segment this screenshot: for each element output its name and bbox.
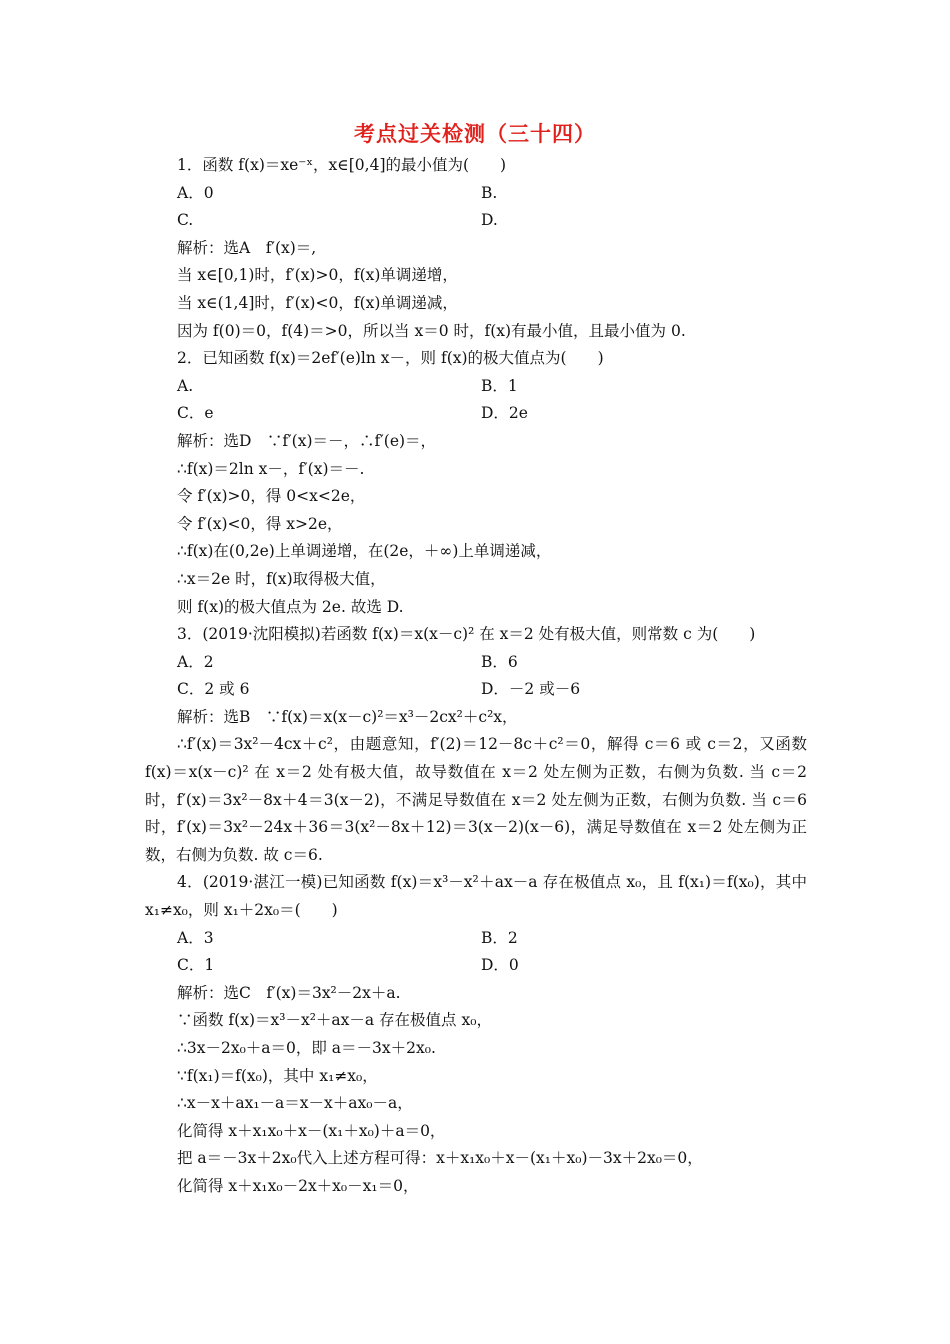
q4-stem: 4．(2019·湛江一模)已知函数 f(x)＝x³－x²＋ax－a 存在极值点 x₀，且 f(x₁)＝f(x₀)，其中 x₁≠x₀，则 x₁＋2x₀＝( )	[145, 873, 807, 920]
q1-solution-line: 解析：选A f′(x)＝,	[177, 238, 317, 257]
q4-solution-line: ∵函数 f(x)＝x³－x²＋ax－a 存在极值点 x₀，	[177, 1011, 492, 1030]
q4-option-b: B．2	[481, 928, 518, 947]
q2-solution-line: ∴f(x)＝2ln x－，f′(x)＝－.	[177, 459, 365, 478]
q3-solution-paragraph: ∴f′(x)＝3x²－4cx＋c²，由题意知，f′(2)＝12－8c＋c²＝0，解得 c＝6 或 c＝2，又函数 f(x)＝x(x－c)² 在 x＝2 处有极大值，故导数值在 x＝2 处左侧为正数，右侧为负数. 当 c＝2 时，f′(x)＝3x²－8x＋4＝3(x－2)，不满足导数值在 x＝2 处左侧为正数，右侧为负数. 当 c＝6 时，f′(x)＝3x²－24x＋36＝3(x²－8x＋12)＝3(x－2)(x－6)，满足导数值在 x＝2 处左侧为正数，右侧为负数. 故 c＝6.	[145, 735, 807, 864]
q1-option-b: B.	[481, 183, 498, 202]
q2-solution-line: ∴x＝2e 时，f(x)取得极大值，	[177, 569, 386, 588]
q1-solution-line: 当 x∈(1,4]时，f′(x)<0，f(x)单调递减，	[177, 293, 458, 312]
q3-options-row-1	[145, 649, 807, 677]
q4-solution-line: 化简得 x＋x₁x₀－2x＋x₀－x₁＝0，	[177, 1176, 419, 1195]
q1-options-row-1	[145, 180, 807, 208]
q4-solution-line: ∵f(x₁)＝f(x₀)，其中 x₁≠x₀，	[177, 1066, 378, 1085]
q4-option-d: D．0	[481, 956, 519, 975]
q2-solution-line: 解析：选D ∵f′(x)＝－，∴f′(e)＝，	[177, 431, 437, 450]
q2-option-b: B．1	[481, 376, 518, 395]
q4-options-row-2	[145, 952, 807, 980]
q1-option-d: D.	[481, 211, 498, 230]
q1-solution-line: 因为 f(0)＝0，f(4)＝>0，所以当 x＝0 时，f(x)有最小值，且最小值为 0.	[177, 321, 686, 340]
q2-options-row-1	[145, 373, 807, 401]
q4-solution-line: ∴x－x＋ax₁－a＝x－x＋ax₀－a，	[177, 1094, 413, 1113]
q2-option-c: C．e	[177, 404, 214, 423]
q3-option-b: B．6	[481, 652, 518, 671]
q2-solution-line: 则 f(x)的极大值点为 2e. 故选 D.	[177, 597, 404, 616]
q3-option-c: C．2 或 6	[177, 680, 250, 699]
q1-options-row-2	[145, 207, 807, 235]
page-title: 考点过关检测（三十四）	[354, 122, 596, 146]
q1-solution-line: 当 x∈[0,1)时，f′(x)>0，f(x)单调递增，	[177, 266, 458, 285]
q2-options-row-2	[145, 400, 807, 428]
q4-options-row-1	[145, 925, 807, 953]
q1-option-c: C.	[177, 211, 194, 230]
q3-option-a: A．2	[177, 652, 214, 671]
q1-stem: 1．函数 f(x)＝xe⁻ˣ，x∈[0,4]的最小值为( )	[177, 156, 507, 174]
q3-option-d: D．－2 或－6	[481, 680, 581, 699]
q4-solution-line: 解析：选C f′(x)＝3x²－2x＋a.	[177, 983, 401, 1002]
q3-options-row-2	[145, 676, 807, 704]
q3-solution-first: 解析：选B ∵f(x)＝x(x－c)²＝x³－2cx²＋c²x，	[177, 707, 518, 726]
q2-option-d: D．2e	[481, 404, 528, 423]
q2-solution-line: 令 f′(x)<0，得 x>2e，	[177, 514, 343, 533]
q1-option-a: A．0	[177, 183, 214, 202]
q2-solution-line: 令 f′(x)>0，得 0<x<2e，	[177, 487, 366, 506]
q2-option-a: A.	[177, 376, 194, 395]
q4-solution-line: 把 a＝－3x＋2x₀代入上述方程可得：x＋x₁x₀＋x－(x₁＋x₀)－3x＋2x₀＝0，	[177, 1149, 703, 1168]
q3-stem: 3．(2019·沈阳模拟)若函数 f(x)＝x(x－c)² 在 x＝2 处有极大值，则常数 c 为( )	[177, 625, 756, 644]
q4-solution-line: 化简得 x＋x₁x₀＋x－(x₁＋x₀)＋a＝0，	[177, 1121, 446, 1140]
q2-stem: 2．已知函数 f(x)＝2ef′(e)ln x－，则 f(x)的极大值点为( )	[177, 349, 604, 368]
document-body	[145, 152, 807, 1201]
q4-option-a: A．3	[177, 928, 214, 947]
q4-option-c: C．1	[177, 956, 215, 975]
q2-solution-line: ∴f(x)在(0,2e)上单调递增，在(2e，＋∞)上单调递减，	[177, 542, 552, 561]
q4-solution-line: ∴3x－2x₀＋a＝0，即 a＝－3x＋2x₀.	[177, 1039, 436, 1057]
